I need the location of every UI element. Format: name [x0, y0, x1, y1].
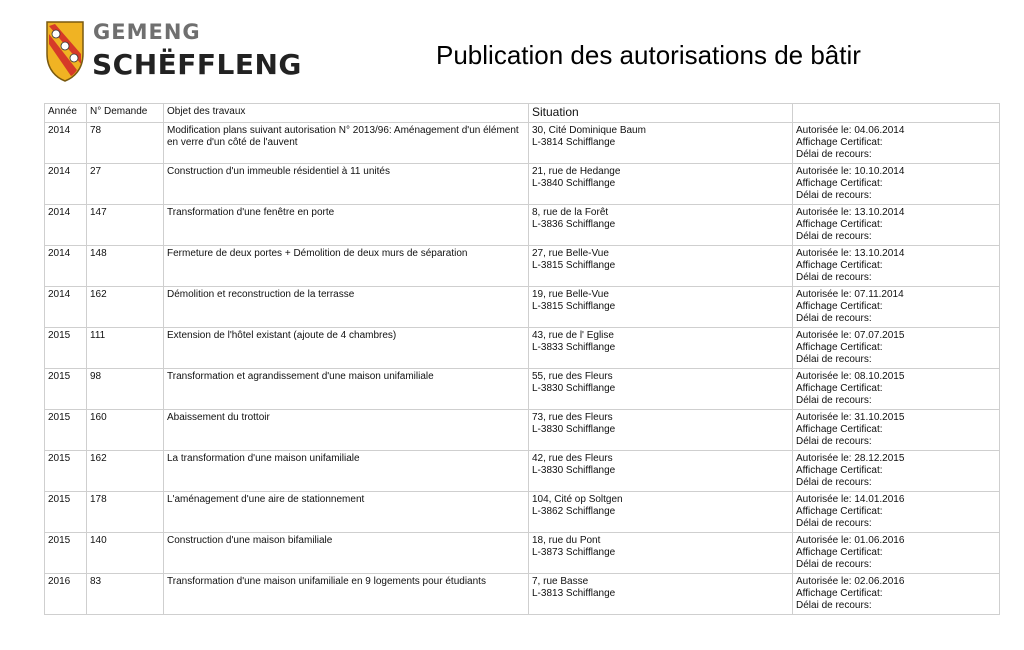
cell-statut: [793, 451, 1000, 492]
cell-situation: [529, 574, 793, 615]
cell-objet: Construction d'une maison bifamiliale: [164, 533, 529, 574]
statut-affichage: Affichage Certificat:: [796, 178, 883, 189]
statut-autorisee: Autorisée le: 14.01.2016: [796, 494, 905, 505]
building-permits-table: [44, 103, 1000, 615]
table-row: [45, 246, 1000, 287]
situation-address: 30, Cité Dominique Baum: [532, 125, 646, 136]
statut-affichage: Affichage Certificat:: [796, 301, 883, 312]
cell-situation: [529, 205, 793, 246]
cell-statut: [793, 492, 1000, 533]
situation-locality: L-3833 Schifflange: [532, 342, 616, 353]
situation-address: 21, rue de Hedange: [532, 166, 621, 177]
cell-situation: [529, 287, 793, 328]
cell-annee: 2015: [45, 328, 87, 369]
statut-autorisee: Autorisée le: 07.07.2015: [796, 330, 905, 341]
table-row: [45, 123, 1000, 164]
cell-annee: 2015: [45, 533, 87, 574]
statut-autorisee: Autorisée le: 04.06.2014: [796, 125, 905, 136]
statut-delai: Délai de recours:: [796, 518, 872, 529]
cell-statut: [793, 410, 1000, 451]
situation-locality: L-3815 Schifflange: [532, 301, 616, 312]
statut-delai: Délai de recours:: [796, 395, 872, 406]
statut-affichage: Affichage Certificat:: [796, 137, 883, 148]
cell-numero: 140: [87, 533, 164, 574]
cell-statut: [793, 287, 1000, 328]
situation-locality: L-3815 Schifflange: [532, 260, 616, 271]
statut-delai: Délai de recours:: [796, 231, 872, 242]
statut-autorisee: Autorisée le: 01.06.2016: [796, 535, 905, 546]
logo-text-gemeng: GEMENG: [93, 20, 201, 44]
cell-situation: [529, 246, 793, 287]
situation-locality: L-3840 Schifflange: [532, 178, 616, 189]
cell-annee: 2014: [45, 164, 87, 205]
situation-address: 18, rue du Pont: [532, 535, 601, 546]
statut-delai: Délai de recours:: [796, 559, 872, 570]
cell-objet: Extension de l'hôtel existant (ajoute de 4 chambres): [164, 328, 529, 369]
cell-situation: [529, 328, 793, 369]
cell-statut: [793, 246, 1000, 287]
statut-affichage: Affichage Certificat:: [796, 260, 883, 271]
situation-address: 43, rue de l' Eglise: [532, 330, 614, 341]
table-row: [45, 287, 1000, 328]
cell-numero: 98: [87, 369, 164, 410]
cell-objet: Construction d'un immeuble résidentiel à 11 unités: [164, 164, 529, 205]
cell-objet: Abaissement du trottoir: [164, 410, 529, 451]
situation-address: 7, rue Basse: [532, 576, 589, 587]
coat-of-arms-icon: [45, 20, 85, 82]
cell-situation: [529, 533, 793, 574]
cell-objet: Transformation d'une fenêtre en porte: [164, 205, 529, 246]
table-row: [45, 205, 1000, 246]
situation-locality: L-3830 Schifflange: [532, 424, 616, 435]
statut-affichage: Affichage Certificat:: [796, 506, 883, 517]
cell-annee: 2016: [45, 574, 87, 615]
table-body: [45, 123, 1000, 615]
cell-statut: [793, 123, 1000, 164]
situation-address: 27, rue Belle-Vue: [532, 248, 609, 259]
table-row: [45, 533, 1000, 574]
statut-delai: Délai de recours:: [796, 149, 872, 160]
page-title: Publication des autorisations de bâtir: [436, 40, 861, 70]
cell-numero: 111: [87, 328, 164, 369]
statut-affichage: Affichage Certificat:: [796, 588, 883, 599]
table-row: [45, 410, 1000, 451]
statut-autorisee: Autorisée le: 02.06.2016: [796, 576, 905, 587]
column-header-annee: Année: [45, 104, 87, 123]
statut-autorisee: Autorisée le: 07.11.2014: [796, 289, 904, 300]
table-row: [45, 492, 1000, 533]
statut-delai: Délai de recours:: [796, 436, 872, 447]
cell-numero: 178: [87, 492, 164, 533]
table-row: [45, 328, 1000, 369]
cell-statut: [793, 369, 1000, 410]
cell-situation: [529, 369, 793, 410]
statut-autorisee: Autorisée le: 28.12.2015: [796, 453, 905, 464]
cell-objet: Démolition et reconstruction de la terrasse: [164, 287, 529, 328]
statut-delai: Délai de recours:: [796, 272, 872, 283]
cell-numero: 162: [87, 451, 164, 492]
cell-numero: 78: [87, 123, 164, 164]
situation-locality: L-3830 Schifflange: [532, 383, 616, 394]
cell-numero: 148: [87, 246, 164, 287]
cell-statut: [793, 328, 1000, 369]
cell-situation: [529, 410, 793, 451]
cell-annee: 2015: [45, 369, 87, 410]
cell-objet: L'aménagement d'une aire de stationnement: [164, 492, 529, 533]
cell-numero: 160: [87, 410, 164, 451]
statut-affichage: Affichage Certificat:: [796, 547, 883, 558]
situation-address: 104, Cité op Soltgen: [532, 494, 623, 505]
statut-autorisee: Autorisée le: 10.10.2014: [796, 166, 905, 177]
statut-delai: Délai de recours:: [796, 313, 872, 324]
statut-autorisee: Autorisée le: 08.10.2015: [796, 371, 905, 382]
table-row: [45, 369, 1000, 410]
cell-objet: Transformation et agrandissement d'une maison unifamiliale: [164, 369, 529, 410]
situation-locality: L-3813 Schifflange: [532, 588, 616, 599]
logo-text-schefflleng: SCHËFFLENG: [92, 48, 302, 81]
statut-delai: Délai de recours:: [796, 190, 872, 201]
statut-delai: Délai de recours:: [796, 354, 872, 365]
table-row: [45, 574, 1000, 615]
column-header-statut: [793, 104, 1000, 123]
situation-address: 42, rue des Fleurs: [532, 453, 613, 464]
cell-situation: [529, 451, 793, 492]
cell-numero: 162: [87, 287, 164, 328]
cell-annee: 2014: [45, 205, 87, 246]
cell-statut: [793, 164, 1000, 205]
cell-annee: 2014: [45, 246, 87, 287]
situation-locality: L-3830 Schifflange: [532, 465, 616, 476]
cell-situation: [529, 164, 793, 205]
situation-address: 55, rue des Fleurs: [532, 371, 613, 382]
statut-autorisee: Autorisée le: 13.10.2014: [796, 207, 905, 218]
statut-affichage: Affichage Certificat:: [796, 219, 883, 230]
situation-address: 19, rue Belle-Vue: [532, 289, 609, 300]
statut-delai: Délai de recours:: [796, 477, 872, 488]
situation-locality: L-3814 Schifflange: [532, 137, 616, 148]
cell-annee: 2015: [45, 410, 87, 451]
column-header-situation: Situation: [529, 104, 793, 123]
table-row: [45, 164, 1000, 205]
cell-numero: 83: [87, 574, 164, 615]
situation-locality: L-3836 Schifflange: [532, 219, 616, 230]
cell-objet: Modification plans suivant autorisation N° 2013/96: Aménagement d'un élément en verre d'un côté de l'auvent: [164, 123, 529, 164]
cell-annee: 2015: [45, 492, 87, 533]
cell-numero: 27: [87, 164, 164, 205]
table-header-row: [45, 104, 1000, 123]
cell-objet: Fermeture de deux portes + Démolition de deux murs de séparation: [164, 246, 529, 287]
statut-autorisee: Autorisée le: 13.10.2014: [796, 248, 905, 259]
statut-delai: Délai de recours:: [796, 600, 872, 611]
statut-affichage: Affichage Certificat:: [796, 342, 883, 353]
situation-address: 8, rue de la Forêt: [532, 207, 609, 218]
cell-situation: [529, 123, 793, 164]
cell-statut: [793, 205, 1000, 246]
column-header-numero: N° Demande: [87, 104, 164, 123]
cell-statut: [793, 533, 1000, 574]
cell-objet: Transformation d'une maison unifamiliale en 9 logements pour étudiants: [164, 574, 529, 615]
situation-address: 73, rue des Fleurs: [532, 412, 613, 423]
cell-numero: 147: [87, 205, 164, 246]
statut-affichage: Affichage Certificat:: [796, 465, 883, 476]
table-row: [45, 451, 1000, 492]
municipality-logo: [45, 18, 302, 84]
cell-annee: 2014: [45, 123, 87, 164]
statut-affichage: Affichage Certificat:: [796, 383, 883, 394]
cell-situation: [529, 492, 793, 533]
cell-objet: La transformation d'une maison unifamiliale: [164, 451, 529, 492]
statut-affichage: Affichage Certificat:: [796, 424, 883, 435]
column-header-objet: Objet des travaux: [164, 104, 529, 123]
cell-annee: 2014: [45, 287, 87, 328]
statut-autorisee: Autorisée le: 31.10.2015: [796, 412, 905, 423]
cell-statut: [793, 574, 1000, 615]
cell-annee: 2015: [45, 451, 87, 492]
situation-locality: L-3862 Schifflange: [532, 506, 616, 517]
situation-locality: L-3873 Schifflange: [532, 547, 616, 558]
